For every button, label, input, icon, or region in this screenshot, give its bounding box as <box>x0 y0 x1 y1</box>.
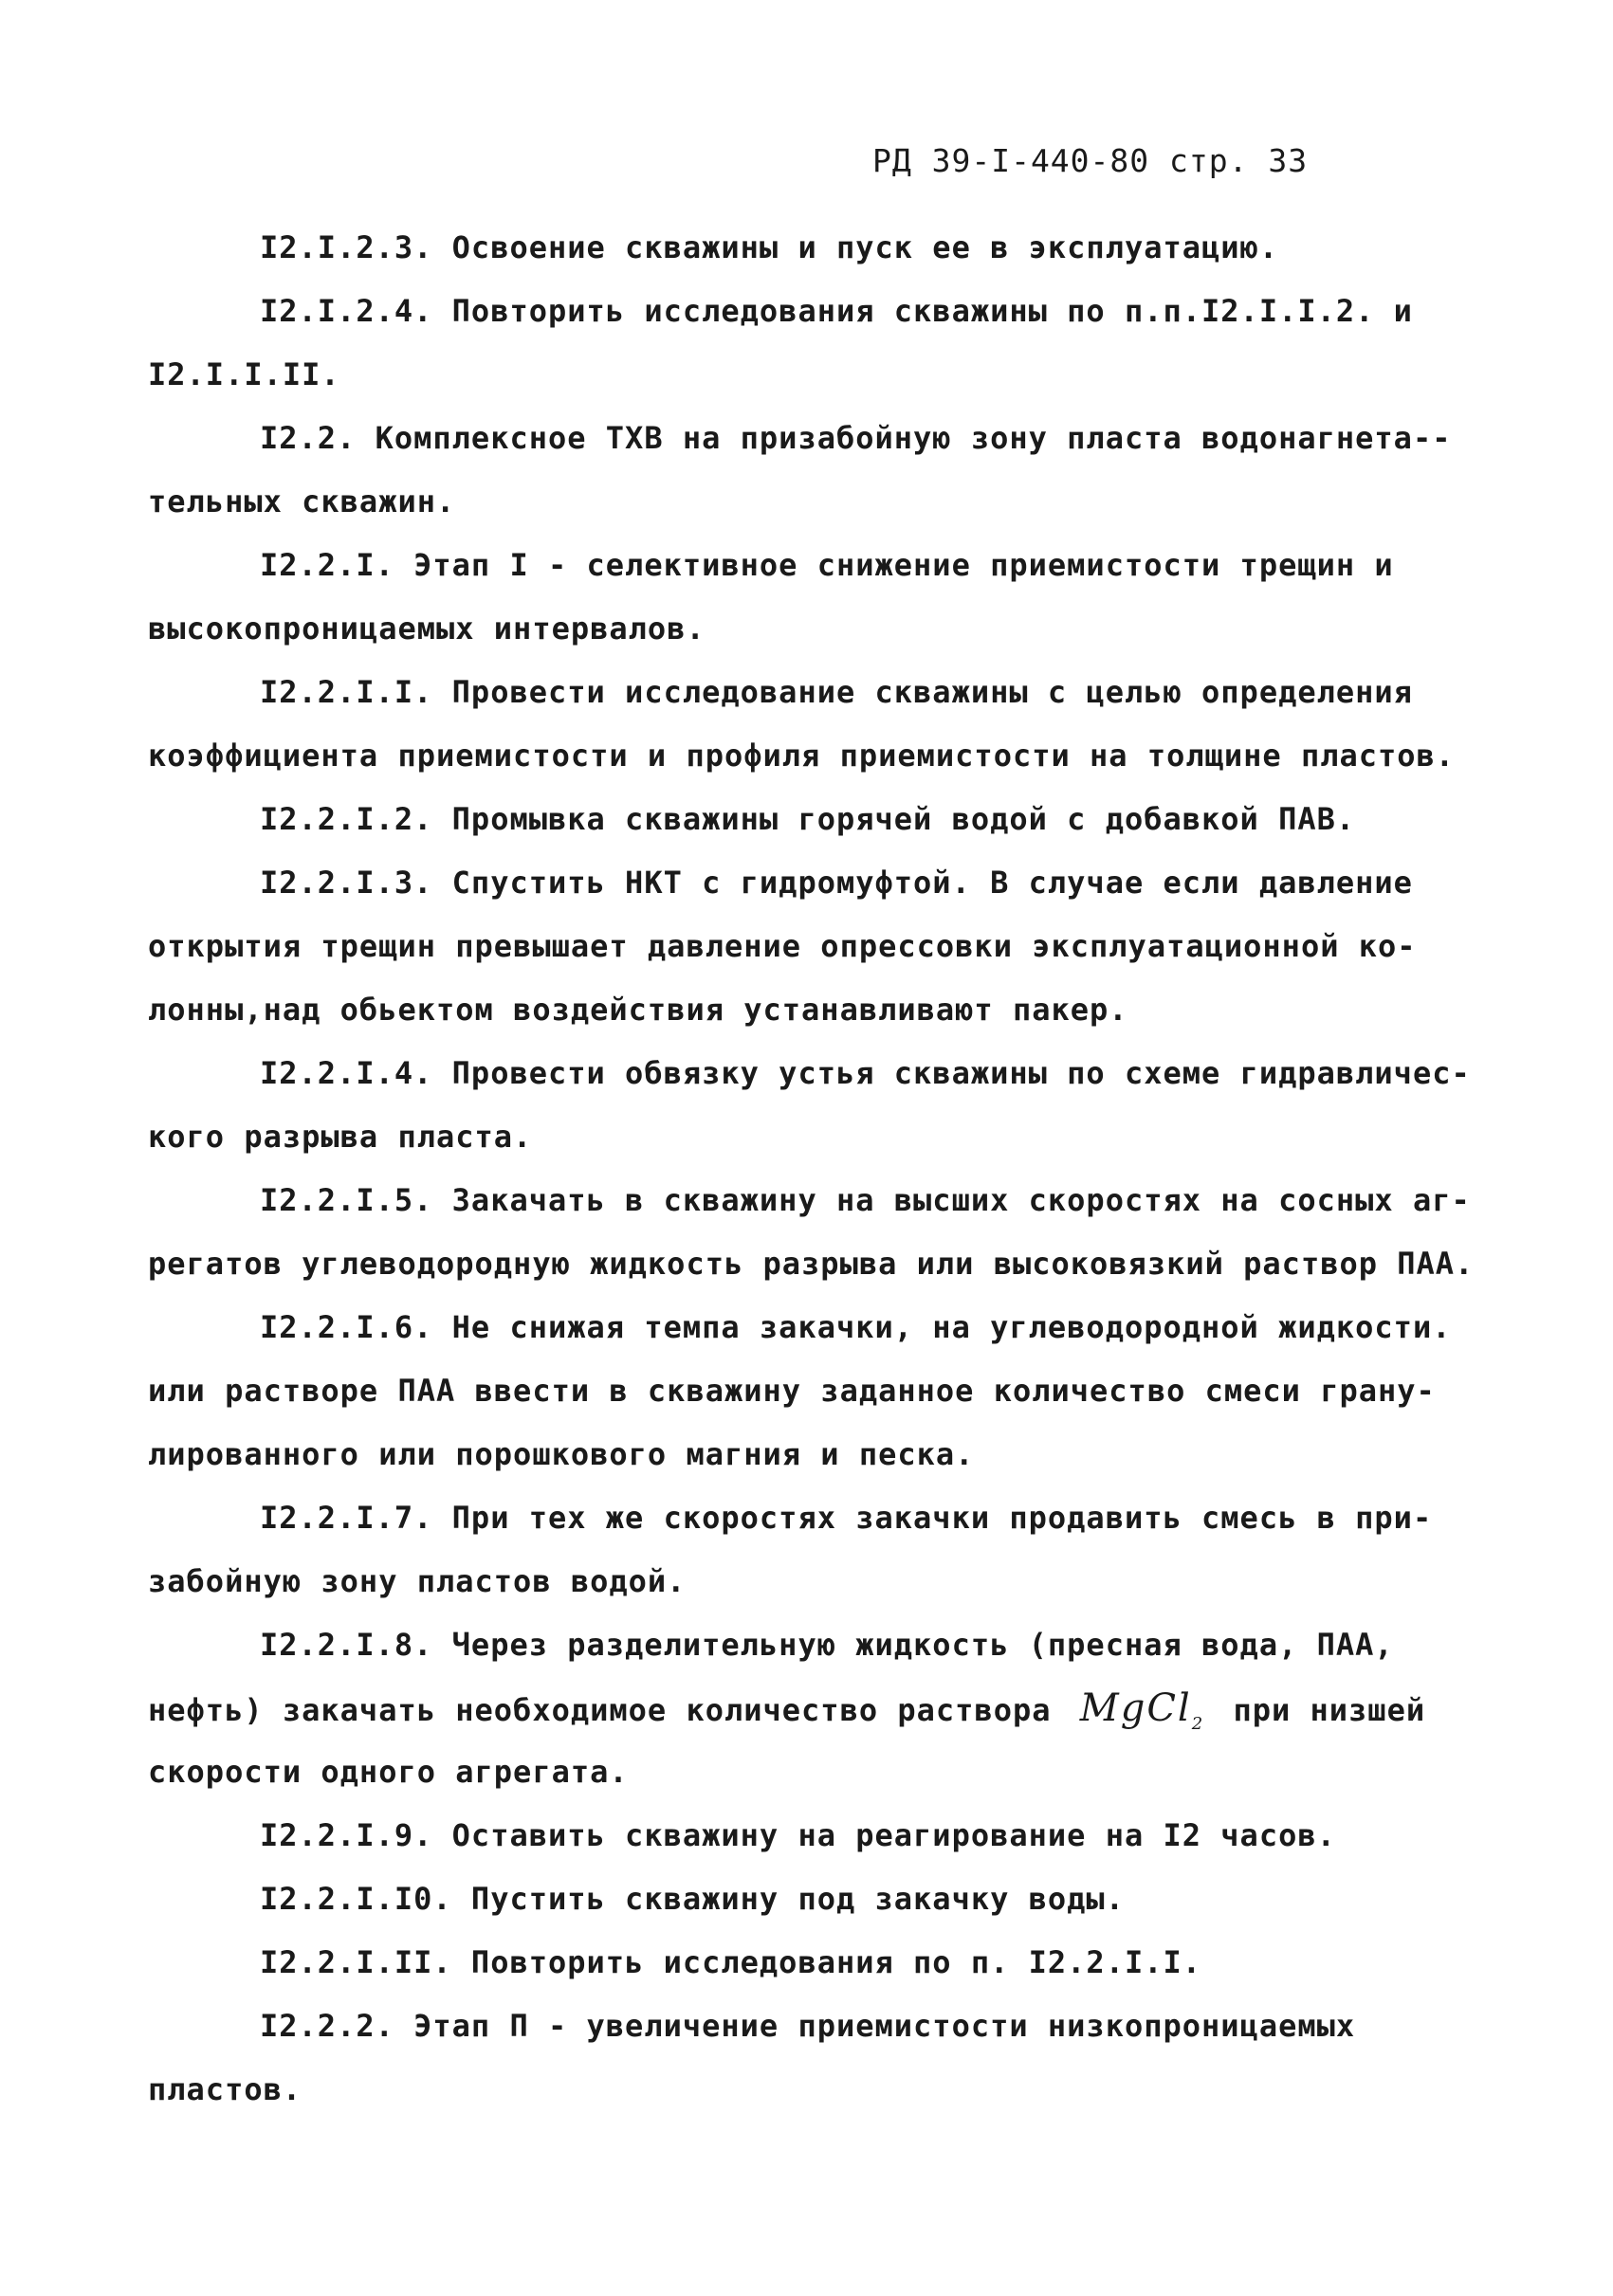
text-line: I2.I.2.3. Освоение скважины и пуск ее в эксплуатацию. <box>260 229 1279 265</box>
text-line: I2.2.I.4. Провести обвязку устья скважины по схеме гидравличес- <box>260 1055 1471 1091</box>
text-line: лонны,над обьектом воздействия устанавливают пакер. <box>148 992 1128 1028</box>
text-line: коэффициента приемистости и профиля приемистости на толщине пластов. <box>148 738 1456 774</box>
text-line: I2.2.I.I0. Пустить скважину под закачку воды. <box>260 1881 1125 1917</box>
text-line-with-formula <box>148 1677 1476 1740</box>
text-line: I2.2.I.2. Промывка скважины горячей водой с добавкой ПАВ. <box>260 801 1356 837</box>
text-line: I2.2.I.I. Провести исследование скважины с целью определения <box>260 674 1413 710</box>
text-line: I2.2.I.3. Спустить НКТ с гидромуфтой. В случае если давление <box>260 865 1413 901</box>
document-body <box>148 216 1476 2122</box>
text-line: пластов. <box>148 2071 302 2107</box>
formula-text: MgCl <box>1079 1686 1192 1730</box>
text-line: регатов углеводородную жидкость разрыва или высоковязкий раствор ПАА. <box>148 1246 1475 1282</box>
text-line: I2.I.I.II. <box>148 356 340 392</box>
text-line: скорости одного агрегата. <box>148 1754 629 1790</box>
text-line: высокопроницаемых интервалов. <box>148 610 706 647</box>
text-segment: при низшей <box>1233 1692 1426 1728</box>
text-line: кого разрыва пласта. <box>148 1119 533 1155</box>
text-line: I2.I.2.4. Повторить исследования скважины по п.п.I2.I.I.2. и <box>260 293 1413 329</box>
text-line: I2.2.2. Этап П - увеличение приемистости низкопроницаемых <box>260 2008 1356 2044</box>
chemical-formula <box>1079 1686 1205 1734</box>
text-line: забойную зону пластов водой. <box>148 1563 687 1599</box>
text-line: открытия трещин превышает давление опрессовки эксплуатационной ко- <box>148 928 1417 964</box>
text-line: I2.2.I. Этап I - селективное снижение приемистости трещин и <box>260 547 1394 583</box>
text-segment: нефть) закачать необходимое количество раствора <box>148 1692 1052 1728</box>
page-header: РД 39-I-440-80 стр. 33 <box>872 142 1309 179</box>
text-line: I2.2.I.7. При тех же скоростях закачки продавить смесь в при- <box>260 1500 1433 1536</box>
text-line: I2.2.I.9. Оставить скважину на реагирование на I2 часов. <box>260 1817 1336 1853</box>
text-line: I2.2.I.5. Закачать в скважину на высших скоростях на сосных аг- <box>260 1182 1471 1218</box>
text-line: или растворе ПАА ввести в скважину заданное количество смеси грану- <box>148 1373 1436 1409</box>
text-line: I2.2.I.6. Не снижая темпа закачки, на углеводородной жидкости. <box>260 1309 1452 1345</box>
text-line: тельных скважин. <box>148 483 456 519</box>
text-line: I2.2.I.II. Повторить исследования по п. I2.2.I.I. <box>260 1944 1202 1980</box>
formula-subscript: 2 <box>1191 1714 1205 1734</box>
text-line: I2.2.I.8. Через разделительную жидкость (пресная вода, ПАА, <box>260 1627 1394 1663</box>
text-line: лированного или порошкового магния и песка. <box>148 1436 975 1472</box>
text-line: I2.2. Комплексное ТХВ на призабойную зону пласта водонагнета-- <box>260 420 1452 456</box>
